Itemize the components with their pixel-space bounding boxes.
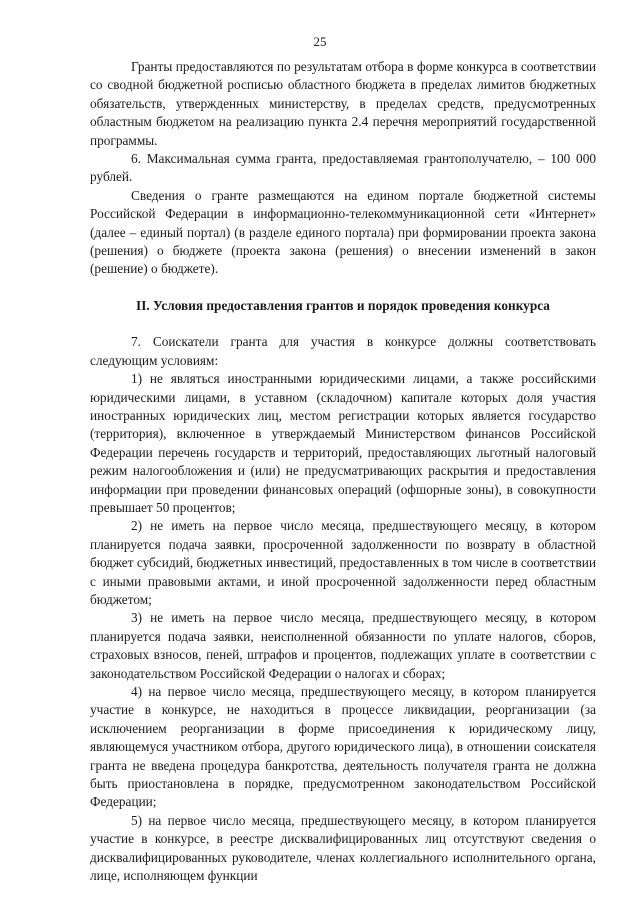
page-number: 25 (313, 34, 327, 49)
paragraph: 6. Максимальная сумма гранта, предоставляемая грантополучателю, – 100 000 рублей. (90, 151, 596, 185)
paragraph: 7. Соискатели гранта для участия в конкурсе должны соответствовать следующим условиям: (90, 334, 596, 368)
paragraph: Гранты предоставляются по результатам отбора в форме конкурса в соответствии со сводной бюджетной росписью областного бюджета в пределах лимитов бюджетных обязательств, утвержденных министерству, в пределах средств, предусмотренных областным бюджетом на реализацию пункта 2.4 перечня мероприятий государственной программы. (90, 59, 596, 148)
list-item: 4) на первое число месяца, предшествующего месяцу, в котором планируется участие в конкурсе, не находиться в процессе ликвидации, реорганизации (за исключением реорганизации в форме присоединения к юридическому лицу, являющемуся участником отбора, другого юридического лица), в отношении соискателя гранта не введена процедура банкротства, деятельность получателя гранта не должна быть приостановлена в порядке, предусмотренном законодательством Российской Федерации; (90, 684, 596, 810)
paragraph: Сведения о гранте размещаются на едином портале бюджетной системы Российской Федерации в информационно-телекоммуникационной сети «Интернет» (далее – единый портал) (в разделе единого портала) при формировании проекта закона (решения) о бюджете (проекта закона (решения) о внесении изменений в закон (решение) о бюджете). (90, 187, 596, 277)
section-heading: II. Условия предоставления грантов и порядок проведения конкурса (136, 297, 550, 313)
list-item: 3) не иметь на первое число месяца, предшествующего месяцу, в котором планируется подача заявки, неисполненной обязанности по уплате налогов, сборов, страховых взносов, пеней, штрафов и процентов, подлежащих уплате в соответствии с законодательством Российской Федерации о налогах и сборах; (90, 610, 596, 681)
list-item: 2) не иметь на первое число месяца, предшествующего месяцу, в котором планируется подача заявки, просроченной задолженности по возврату в областной бюджет субсидий, бюджетных инвестиций, предоставленных в том числе в соответствии с иными правовыми актами, и иной просроченной задолженности перед областным бюджетом; (90, 518, 596, 607)
list-item: 1) не являться иностранными юридическими лицами, а также российскими юридическими лицами, в уставном (складочном) капитале которых доля участия иностранных юридических лиц, местом регистрации которых является государство (территория), включенное в утверждаемый Министерством финансов Российской Федерации перечень государств и территорий, предоставляющих льготный налоговый режим налогообложения и (или) не предусматривающих раскрытия и предоставления информации при проведении финансовых операций (офшорные зоны), в совокупности превышает 50 процентов; (90, 371, 596, 515)
list-item: 5) на первое число месяца, предшествующего месяцу, в котором планируется участие в конкурсе, в реестре дисквалифицированных лиц отсутствуют сведения о дисквалифицированных руководителе, членах коллегиального исполнительного органа, лице, исполняющем функции (90, 812, 596, 884)
document-body (90, 58, 596, 885)
